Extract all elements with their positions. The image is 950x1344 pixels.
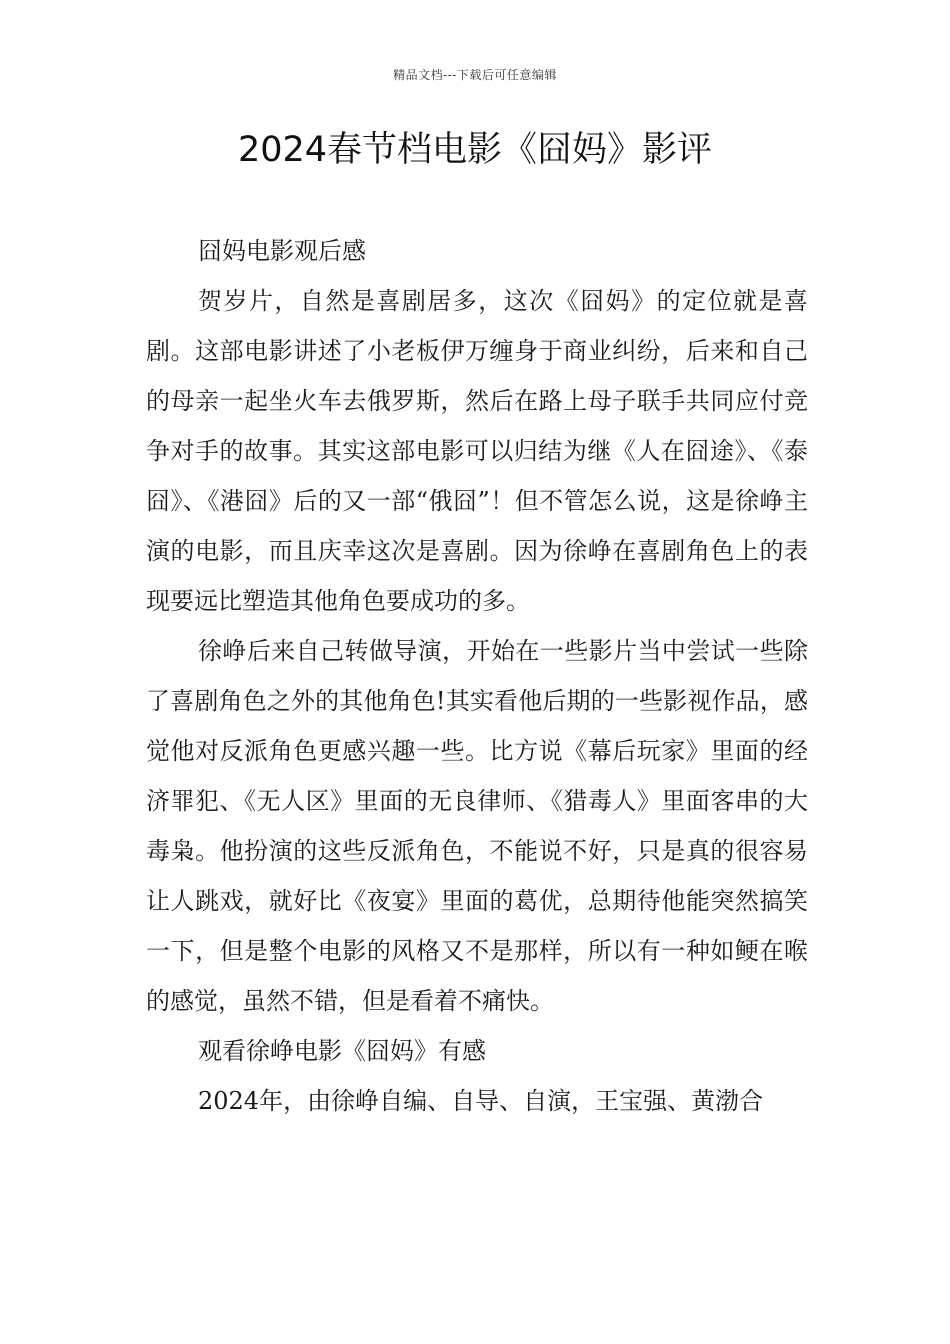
section-heading: 囧妈电影观后感 <box>198 237 366 265</box>
document-title: 2024春节档电影《囧妈》影评 <box>237 130 713 170</box>
section-heading: 观看徐峥电影《囧妈》有感 <box>198 1037 486 1065</box>
document-body <box>146 226 808 1126</box>
paragraph: 徐峥后来自己转做导演，开始在一些影片当中尝试一些除了喜剧角色之外的其他角色!其实看他后期的一些影视作品，感觉他对反派角色更感兴趣一些。比方说《幕后玩家》里面的经济罪犯、《无人区》里面的无良律师、《猎毒人》里面客串的大毒枭。他扮演的这些反派角色，不能说不好，只是真的很容易让人跳戏，就好比《夜宴》里面的葛优，总期待他能突然搞笑一下，但是整个电影的风格又不是那样，所以有一种如鲠在喉的感觉，虽然不错，但是看着不痛快。 <box>146 637 808 1015</box>
header-note: 精品文档---下载后可任意编辑 <box>393 68 557 82</box>
paragraph: 2024年，由徐峥自编、自导、自演，王宝强、黄渤合 <box>198 1087 764 1115</box>
paragraph: 贺岁片，自然是喜剧居多，这次《囧妈》的定位就是喜剧。这部电影讲述了小老板伊万缠身于商业纠纷，后来和自己的母亲一起坐火车去俄罗斯，然后在路上母子联手共同应付竞争对手的故事。其实这部电影可以归结为继《人在囧途》、《泰囧》、《港囧》后的又一部“俄囧”！但不管怎么说，这是徐峥主演的电影，而且庆幸这次是喜剧。因为徐峥在喜剧角色上的表现要远比塑造其他角色要成功的多。 <box>146 287 808 615</box>
